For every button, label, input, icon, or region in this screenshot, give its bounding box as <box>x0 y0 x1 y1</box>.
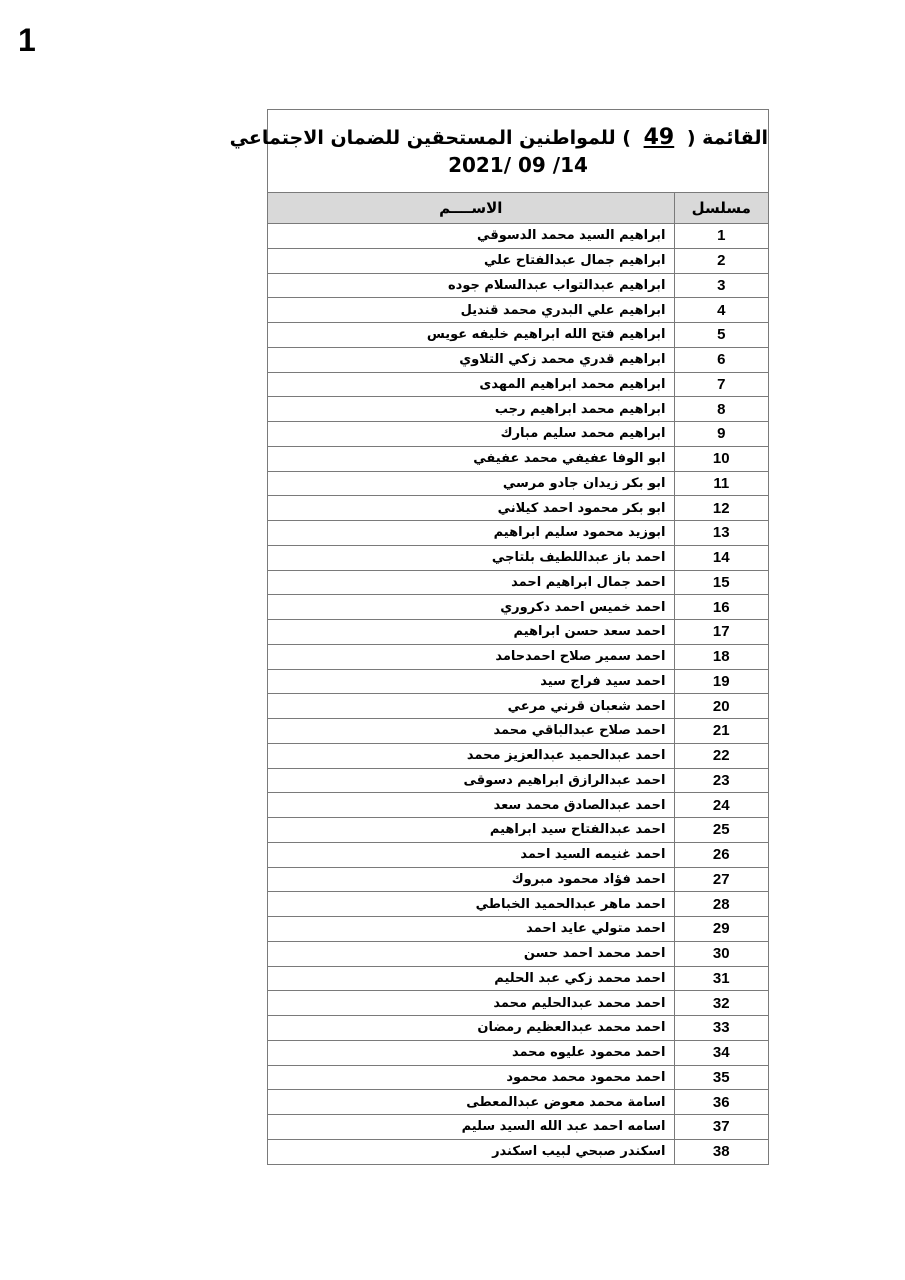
name-cell: احمد محمد احمد حسن <box>268 941 674 966</box>
table-row <box>268 991 768 1016</box>
serial-cell: 36 <box>674 1090 768 1115</box>
serial-cell: 5 <box>674 323 768 348</box>
name-cell: احمد متولي عايد احمد <box>268 917 674 942</box>
serial-cell: 31 <box>674 966 768 991</box>
serial-cell: 14 <box>674 545 768 570</box>
name-cell: احمد خميس احمد دكروري <box>268 595 674 620</box>
table-row <box>268 545 768 570</box>
page-number: 1 <box>18 22 36 58</box>
table-row <box>268 248 768 273</box>
serial-cell: 25 <box>674 818 768 843</box>
name-cell: ابراهيم محمد سليم مبارك <box>268 422 674 447</box>
serial-cell: 32 <box>674 991 768 1016</box>
name-cell: احمد فؤاد محمود مبروك <box>268 867 674 892</box>
serial-cell: 4 <box>674 298 768 323</box>
table-row <box>268 1040 768 1065</box>
table-row <box>268 719 768 744</box>
table-row <box>268 1065 768 1090</box>
serial-cell: 6 <box>674 347 768 372</box>
name-cell: احمد محمد زكي عبد الحليم <box>268 966 674 991</box>
serial-cell: 11 <box>674 471 768 496</box>
title-line <box>229 124 768 152</box>
name-cell: احمد عبدالحميد عبدالعزيز محمد <box>268 743 674 768</box>
beneficiaries-list <box>229 109 769 1165</box>
name-cell: ابراهيم جمال عبدالفتاح علي <box>268 248 674 273</box>
table-row <box>268 496 768 521</box>
name-column-header: الاســــم <box>268 193 674 224</box>
name-cell: اسامة محمد معوض عبدالمعطى <box>268 1090 674 1115</box>
table-row <box>268 966 768 991</box>
title-prefix: القائمة ( <box>686 127 768 149</box>
serial-cell: 34 <box>674 1040 768 1065</box>
serial-cell: 30 <box>674 941 768 966</box>
name-cell: احمد عبدالرازق ابراهيم دسوقى <box>268 768 674 793</box>
table-row <box>268 917 768 942</box>
name-cell: احمد صلاح عبدالباقي محمد <box>268 719 674 744</box>
table-row <box>268 422 768 447</box>
name-cell: احمد عبدالصادق محمد سعد <box>268 793 674 818</box>
serial-cell: 18 <box>674 644 768 669</box>
table-row <box>268 842 768 867</box>
name-cell: ابراهيم عبدالتواب عبدالسلام جوده <box>268 273 674 298</box>
table-row <box>268 892 768 917</box>
table-row <box>268 644 768 669</box>
table-body <box>268 224 768 1165</box>
serial-cell: 38 <box>674 1139 768 1164</box>
serial-cell: 3 <box>674 273 768 298</box>
table-row <box>268 669 768 694</box>
serial-cell: 21 <box>674 719 768 744</box>
name-cell: احمد عبدالفتاح سيد ابراهيم <box>268 818 674 843</box>
serial-cell: 15 <box>674 570 768 595</box>
name-cell: ابراهيم السيد محمد الدسوقي <box>268 224 674 249</box>
name-cell: ابو بكر محمود احمد كيلاني <box>268 496 674 521</box>
name-cell: احمد محمد عبدالعظيم رمضان <box>268 1016 674 1041</box>
name-cell: احمد سيد فراج سيد <box>268 669 674 694</box>
serial-cell: 35 <box>674 1065 768 1090</box>
table-row <box>268 1016 768 1041</box>
name-cell: احمد محمود عليوه محمد <box>268 1040 674 1065</box>
table-row <box>268 372 768 397</box>
serial-cell: 2 <box>674 248 768 273</box>
table-row <box>268 273 768 298</box>
table-row <box>268 570 768 595</box>
table-row <box>268 743 768 768</box>
table-row <box>268 1139 768 1164</box>
name-cell: ابراهيم علي البدري محمد قنديل <box>268 298 674 323</box>
serial-cell: 8 <box>674 397 768 422</box>
list-title <box>229 110 768 192</box>
table-row <box>268 818 768 843</box>
table-row <box>268 224 768 249</box>
name-cell: احمد باز عبداللطيف بلتاجي <box>268 545 674 570</box>
serial-cell: 13 <box>674 521 768 546</box>
name-cell: اسكندر صبحي لبيب اسكندر <box>268 1139 674 1164</box>
name-cell: ابراهيم فتح الله ابراهيم خليفه عويس <box>268 323 674 348</box>
serial-cell: 22 <box>674 743 768 768</box>
name-cell: ابو الوفا عفيفي محمد عفيفي <box>268 446 674 471</box>
table-row <box>268 521 768 546</box>
name-cell: ابوزيد محمود سليم ابراهيم <box>268 521 674 546</box>
name-cell: ابراهيم محمد ابراهيم رجب <box>268 397 674 422</box>
name-cell: احمد سعد حسن ابراهيم <box>268 620 674 645</box>
table-row <box>268 298 768 323</box>
table-row <box>268 1090 768 1115</box>
list-number: 49 <box>643 125 675 150</box>
names-table <box>268 192 768 1164</box>
serial-cell: 17 <box>674 620 768 645</box>
table-row <box>268 620 768 645</box>
list-date: 2021/ 09 /14 <box>448 153 588 177</box>
name-cell: ابو بكر زيدان جادو مرسي <box>268 471 674 496</box>
name-cell: احمد غنيمه السيد احمد <box>268 842 674 867</box>
serial-column-header: مسلسل <box>674 193 768 224</box>
serial-cell: 16 <box>674 595 768 620</box>
serial-cell: 20 <box>674 694 768 719</box>
name-cell: ابراهيم محمد ابراهيم المهدى <box>268 372 674 397</box>
serial-cell: 10 <box>674 446 768 471</box>
serial-cell: 1 <box>674 224 768 249</box>
table-row <box>268 694 768 719</box>
serial-cell: 37 <box>674 1115 768 1140</box>
name-cell: احمد سمير صلاح احمدحامد <box>268 644 674 669</box>
serial-cell: 29 <box>674 917 768 942</box>
serial-cell: 9 <box>674 422 768 447</box>
table-row <box>268 323 768 348</box>
title-suffix: ) للمواطنين المستحقين للضمان الاجتماعي <box>229 127 631 149</box>
table-row <box>268 867 768 892</box>
table-row <box>268 397 768 422</box>
serial-cell: 19 <box>674 669 768 694</box>
table-row <box>268 1115 768 1140</box>
serial-cell: 33 <box>674 1016 768 1041</box>
table-row <box>268 793 768 818</box>
table-row <box>268 446 768 471</box>
table-row <box>268 768 768 793</box>
name-cell: احمد محمود محمد محمود <box>268 1065 674 1090</box>
name-cell: احمد ماهر عبدالحميد الخباطي <box>268 892 674 917</box>
serial-cell: 27 <box>674 867 768 892</box>
table-row <box>268 347 768 372</box>
serial-cell: 28 <box>674 892 768 917</box>
table-row <box>268 595 768 620</box>
table-row <box>268 941 768 966</box>
name-cell: احمد شعبان قرني مرعي <box>268 694 674 719</box>
name-cell: احمد جمال ابراهيم احمد <box>268 570 674 595</box>
name-cell: ابراهيم قدري محمد زكي التلاوي <box>268 347 674 372</box>
serial-cell: 12 <box>674 496 768 521</box>
serial-cell: 23 <box>674 768 768 793</box>
name-cell: اسامه احمد عبد الله السيد سليم <box>268 1115 674 1140</box>
name-cell: احمد محمد عبدالحليم محمد <box>268 991 674 1016</box>
table-row <box>268 471 768 496</box>
serial-cell: 26 <box>674 842 768 867</box>
serial-cell: 7 <box>674 372 768 397</box>
serial-cell: 24 <box>674 793 768 818</box>
table-header-row <box>268 193 768 224</box>
